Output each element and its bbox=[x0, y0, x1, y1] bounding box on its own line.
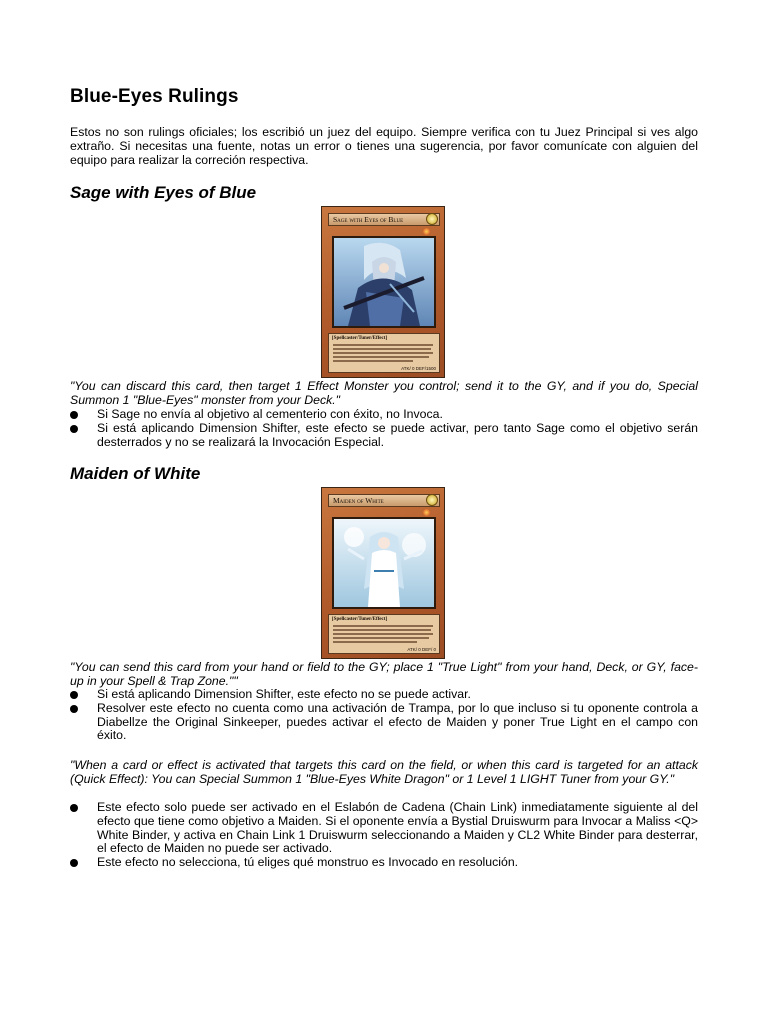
effect-quote-maiden-2: "When a card or effect is activated that targets this card on the field, or when this card is targeted for an attack (Quick Effect): You can Special Summon 1 "Blue-Eyes White Dragon" or 1 Level 1 LIGHT Tuner from your GY." bbox=[70, 758, 698, 786]
card-image-sage bbox=[321, 206, 445, 378]
page-title: Blue-Eyes Rulings bbox=[70, 86, 239, 107]
card-name: Sage with Eyes of Blue bbox=[328, 213, 440, 226]
card-text-line bbox=[333, 633, 433, 635]
list-item: Si está aplicando Dimension Shifter, este efecto se puede activar, pero tanto Sage como el objetivo serán desterrados y no se realizará la Invocación Especial. bbox=[70, 422, 698, 450]
card-artwork bbox=[332, 517, 436, 609]
card-text-line bbox=[333, 360, 413, 362]
bullet-list-maiden-1 bbox=[70, 688, 698, 743]
card-type-line: [Spellcaster/Tuner/Effect] bbox=[332, 617, 388, 622]
light-attribute-icon bbox=[426, 494, 438, 506]
card-name: Maiden of White bbox=[328, 494, 440, 507]
card-text-line bbox=[333, 344, 433, 346]
bullet-list-maiden-2 bbox=[70, 801, 698, 870]
card-type-line: [Spellcaster/Tuner/Effect] bbox=[332, 336, 388, 341]
light-attribute-icon bbox=[426, 213, 438, 225]
effect-quote-maiden-1: "You can send this card from your hand or field to the GY; place 1 "True Light" from your hand, Deck, or GY, face-up in your Spell & Trap Zone."" bbox=[70, 660, 698, 688]
section-heading-maiden: Maiden of White bbox=[70, 464, 201, 483]
card-text-line bbox=[333, 348, 431, 350]
list-item: Si Sage no envía al objetivo al cementerio con éxito, no Invoca. bbox=[70, 408, 698, 422]
bullet-list-sage bbox=[70, 408, 698, 449]
card-artwork bbox=[332, 236, 436, 328]
card-stats: ATK/ 0 DEF/ 0 bbox=[407, 647, 436, 652]
card-text-box bbox=[328, 333, 440, 373]
card-image-maiden bbox=[321, 487, 445, 659]
list-item: Este efecto solo puede ser activado en el Eslabón de Cadena (Chain Link) inmediatamente siguiente al del efecto que tiene como objetivo a Maiden. Si el oponente envía a Bystial Druiswurm para Invocar a Maliss <Q> White Binder, y activa en Chain Link 1 Druiswurm seleccionando a Maiden y CL2 White Binder para desterrar, el efecto de Maiden no puede ser activado. bbox=[70, 801, 698, 856]
effect-quote-sage: "You can discard this card, then target 1 Effect Monster you control; send it to the GY, and if you do, Special Summon 1 "Blue-Eyes" monster from your Deck." bbox=[70, 379, 698, 407]
card-stats: ATK/ 0 DEF/1500 bbox=[401, 366, 436, 371]
list-item: Este efecto no selecciona, tú eliges qué monstruo es Invocado en resolución. bbox=[70, 856, 698, 870]
card-text-line bbox=[333, 637, 429, 639]
intro-paragraph: Estos no son rulings oficiales; los escribió un juez del equipo. Siempre verifica con tu Juez Principal si ves algo extraño. Si necesitas una fuente, notas un error o tienes una sugerencia, por favor comunícate con alguien del equipo para realizar la correción respectiva. bbox=[70, 125, 698, 168]
card-text-line bbox=[333, 356, 429, 358]
card-text-line bbox=[333, 352, 433, 354]
card-text-line bbox=[333, 629, 431, 631]
list-item: Si está aplicando Dimension Shifter, este efecto no se puede activar. bbox=[70, 688, 698, 702]
list-item: Resolver este efecto no cuenta como una activación de Trampa, por lo que incluso si tu oponente controla a Diabellze the Original Sinkeeper, puedes activar el efecto de Maiden y poner True Light en el campo con éxito. bbox=[70, 702, 698, 743]
level-star-icon bbox=[423, 228, 430, 235]
level-star-icon bbox=[423, 509, 430, 516]
section-heading-sage: Sage with Eyes of Blue bbox=[70, 183, 257, 202]
card-text-box bbox=[328, 614, 440, 654]
card-text-line bbox=[333, 625, 433, 627]
card-text-line bbox=[333, 641, 417, 643]
